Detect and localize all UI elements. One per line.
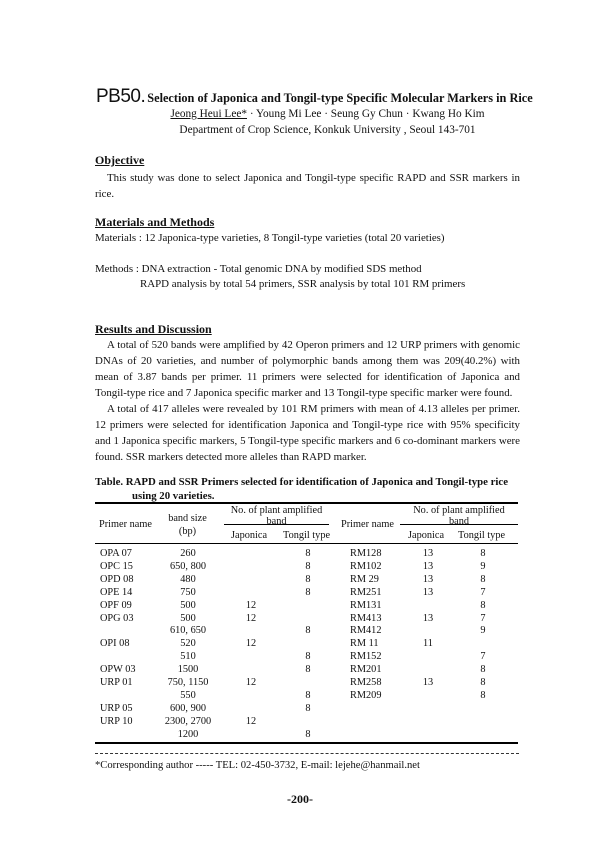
cell-band-size: 650, 800 (169, 560, 207, 572)
cell-japonica: 12 (245, 677, 257, 688)
cell-japonica-right: 13 (422, 573, 434, 585)
cell-band-size: 550 (180, 689, 196, 701)
cell-band-size: 260 (180, 548, 196, 559)
cell-band-size: 2300, 2700 (164, 715, 212, 727)
cell-tongil: 8 (305, 664, 311, 676)
header-tongil-left: Tongil type (283, 530, 331, 541)
materials-text: Materials : 12 Japonica-type varieties, 8 Tongil-type varieties (total 20 varieties) (95, 232, 445, 244)
objective-heading: Objective (95, 153, 145, 167)
header-japonica-left: Japonica (231, 530, 268, 541)
cell-primer-right: RM 11 (350, 638, 379, 650)
header-primer-name-right: Primer name (341, 519, 394, 530)
cell-japonica-right: 11 (423, 638, 433, 650)
cell-tongil: 8 (305, 702, 311, 714)
cell-tongil-right: 8 (480, 548, 486, 559)
cell-primer-right: RM412 (350, 625, 382, 637)
co-authors: · Young Mi Lee · Seung Gy Chun · Kwang Ho Kim (247, 108, 485, 120)
header-japonica-right: Japonica (408, 530, 445, 541)
author-line (0, 108, 600, 120)
cell-primer-right: RM152 (350, 651, 382, 663)
cell-band-size: 480 (180, 573, 196, 585)
cell-band-size: 1500 (177, 664, 199, 676)
cell-primer: OPE 14 (100, 586, 133, 598)
cell-band-size: 510 (180, 651, 196, 663)
cell-tongil: 8 (305, 560, 311, 572)
cell-primer: OPI 08 (100, 638, 130, 650)
methods-heading: Materials and Methods (95, 215, 215, 229)
methods-line-1: Methods : DNA extraction - Total genomic DNA by modified SDS method (95, 263, 422, 275)
cell-japonica-right: 13 (422, 548, 434, 559)
cell-tongil-right: 9 (480, 625, 486, 637)
cell-band-size: 520 (180, 638, 196, 650)
cell-primer: OPF 09 (100, 599, 132, 611)
cell-tongil-right: 7 (480, 612, 486, 624)
cell-band-size: 600, 900 (169, 702, 207, 714)
cell-band-size: 750 (180, 586, 196, 598)
cell-japonica: 12 (245, 715, 257, 727)
cell-tongil: 8 (305, 728, 311, 740)
cell-primer: OPW 03 (100, 664, 136, 676)
cell-primer-right: RM 29 (350, 573, 379, 585)
table-bottom-rule (95, 742, 518, 744)
cell-primer: OPD 08 (100, 573, 134, 585)
abstract-code: PB50. (96, 86, 146, 107)
header-band-right: band (448, 516, 469, 527)
header-band-size: band size (168, 513, 207, 524)
cell-primer: OPA 07 (100, 548, 132, 559)
cell-primer-right: RM131 (350, 599, 382, 611)
cell-tongil-right: 7 (480, 651, 486, 663)
header-tongil-right: Tongil type (458, 530, 506, 541)
cell-tongil-right: 9 (480, 560, 486, 572)
affiliation: Department of Crop Science, Konkuk University , Seoul 143-701 (179, 124, 476, 136)
methods-line-2: RAPD analysis by total 54 primers, SSR analysis by total 101 RM primers (140, 278, 466, 290)
paper-title: Selection of Japonica and Tongil-type Specific Molecular Markers in Rice (147, 91, 533, 105)
cell-japonica: 12 (245, 638, 257, 650)
results-paragraph-2: A total of 417 alleles were revealed by 101 RM primers with mean of 4.13 alleles per primer. 12 primers were selected for identification Japonica and Tongil-type rice with 95% specificity and 1 Japonica specific markers, 5 Tongil-type specific markers and 6 co-dominant markers were found. SSR markers detected more alleles than RAPD marker. (95, 403, 520, 463)
cell-primer-right: RM102 (350, 560, 382, 572)
header-amplified-right: No. of plant amplified (413, 505, 505, 516)
cell-japonica-right: 13 (422, 612, 434, 624)
cell-primer: URP 01 (100, 677, 133, 688)
cell-band-size: 500 (180, 599, 196, 611)
cell-japonica: 12 (245, 612, 257, 624)
table-caption-line-1: Table. RAPD and SSR Primers selected for identification of Japonica and Tongil-type rice (95, 476, 508, 488)
cell-band-size: 750, 1150 (167, 677, 209, 688)
results-heading: Results and Discussion (95, 322, 212, 336)
cell-primer-right: RM201 (350, 664, 382, 676)
header-primer-name: Primer name (99, 519, 152, 530)
paper-header (96, 86, 566, 108)
cell-band-size: 1200 (177, 728, 199, 740)
cell-primer: URP 10 (100, 715, 133, 727)
footnote: *Corresponding author ----- TEL: 02-450-3732, E-mail: lejehe@hanmail.net (95, 760, 420, 771)
cell-tongil: 8 (305, 689, 311, 701)
cell-tongil: 8 (305, 651, 311, 663)
cell-primer-right: RM209 (350, 689, 382, 701)
cell-primer-right: RM128 (350, 548, 382, 559)
objective-text: This study was done to select Japonica and Tongil-type specific RAPD and SSR markers in rice. (95, 172, 520, 200)
table-caption-line-2: using 20 varieties. (132, 490, 215, 502)
cell-tongil: 8 (305, 548, 311, 559)
cell-primer-right: RM251 (350, 586, 382, 598)
header-amplified-left: No. of plant amplified (230, 505, 323, 516)
cell-tongil-right: 8 (480, 677, 486, 688)
cell-tongil-right: 8 (480, 664, 486, 676)
cell-japonica: 12 (245, 599, 257, 611)
footnote-separator (95, 753, 519, 754)
header-band-left: band (266, 516, 287, 527)
page-number: -200- (287, 792, 313, 806)
cell-japonica-right: 13 (422, 560, 434, 572)
cell-primer: URP 05 (100, 702, 133, 714)
cell-primer: OPG 03 (100, 612, 134, 624)
corresponding-author: Jeong Heui Lee* (170, 108, 247, 120)
cell-tongil-right: 8 (480, 599, 486, 611)
cell-band-size: 500 (180, 612, 196, 624)
cell-primer: OPC 15 (100, 560, 133, 572)
cell-tongil: 8 (305, 625, 311, 637)
cell-band-size: 610, 650 (169, 625, 207, 637)
table-top-rule (95, 502, 518, 504)
cell-japonica-right: 13 (422, 586, 434, 598)
cell-primer-right: RM258 (350, 677, 382, 688)
cell-tongil-right: 8 (480, 689, 486, 701)
table-caption (95, 475, 525, 503)
header-bottom-rule (95, 543, 518, 544)
cell-japonica-right: 13 (422, 677, 434, 688)
results-paragraph-1: A total of 520 bands were amplified by 42 Operon primers and 12 URP primers with genomic DNAs of 20 varieties, and number of polymorphic bands among them was 209(40.2%) with mean of 3.87 bands per primer. 11 primers were selected for identification of Japonica and Tongil-type rice and 7 Japonica specific marker and 13 Tongil-type specific marker were found. (95, 339, 520, 399)
cell-tongil-right: 8 (480, 573, 486, 585)
cell-tongil-right: 7 (480, 586, 486, 598)
cell-tongil: 8 (305, 586, 311, 598)
cell-primer-right: RM413 (350, 612, 382, 624)
cell-tongil: 8 (305, 573, 311, 585)
header-bp: (bp) (178, 526, 197, 537)
